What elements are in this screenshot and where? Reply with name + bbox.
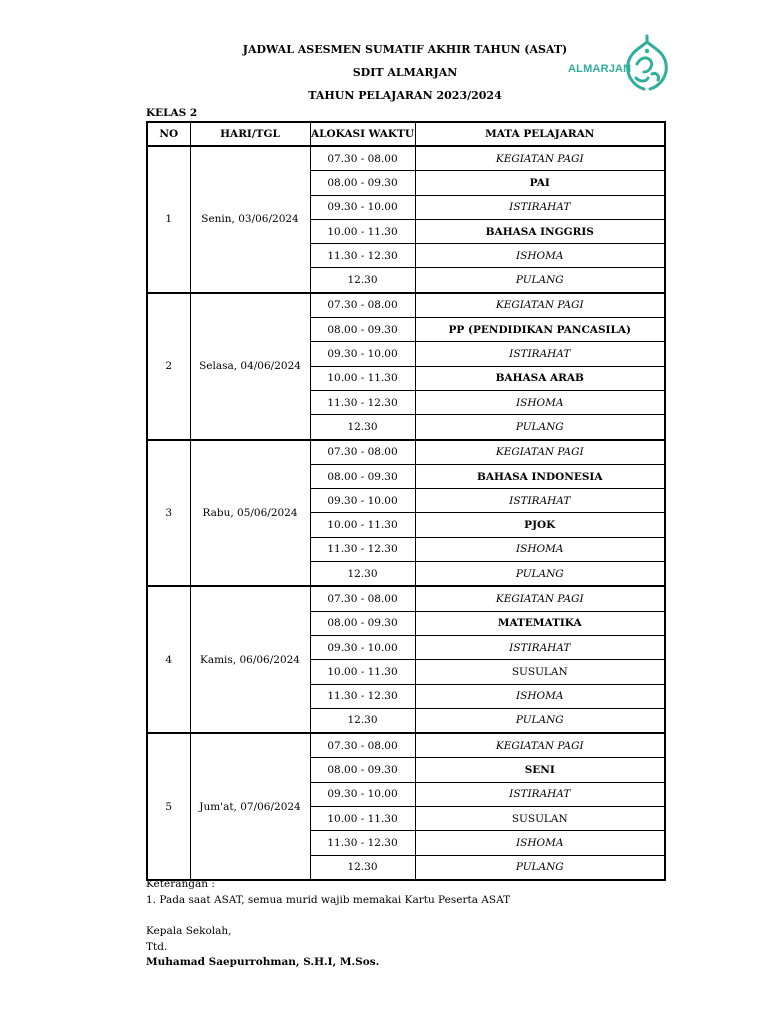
subject: ISTIRAHAT (415, 342, 665, 366)
subject: PULANG (415, 268, 665, 293)
notes-title: Keterangan : (146, 878, 215, 890)
subject: ISHOMA (415, 831, 665, 855)
subject: PJOK (415, 513, 665, 537)
subject: KEGIATAN PAGI (415, 293, 665, 318)
table-row (147, 733, 665, 758)
time-slot: 11.30 - 12.30 (310, 684, 415, 708)
document-header (200, 38, 610, 107)
subject: MATEMATIKA (415, 611, 665, 635)
header-year: TAHUN PELAJARAN 2023/2024 (308, 89, 502, 102)
day-date: Rabu, 05/06/2024 (190, 440, 310, 587)
subject: BAHASA ARAB (415, 366, 665, 390)
subject: KEGIATAN PAGI (415, 146, 665, 171)
time-slot: 12.30 (310, 268, 415, 293)
header-school: SDIT ALMARJAN (352, 66, 458, 79)
signature-role: Kepala Sekolah, (146, 925, 232, 937)
day-number: 5 (147, 733, 190, 880)
time-slot: 11.30 - 12.30 (310, 537, 415, 561)
subject: ISTIRAHAT (415, 782, 665, 806)
time-slot: 11.30 - 12.30 (310, 244, 415, 268)
time-slot: 09.30 - 10.00 (310, 782, 415, 806)
header-title: JADWAL ASESMEN SUMATIF AKHIR TAHUN (ASAT) (242, 43, 568, 56)
notes (146, 876, 510, 908)
time-slot: 08.00 - 09.30 (310, 464, 415, 488)
subject: PULANG (415, 708, 665, 733)
day-date: Selasa, 04/06/2024 (190, 293, 310, 440)
subject: ISHOMA (415, 684, 665, 708)
time-slot: 09.30 - 10.00 (310, 195, 415, 219)
subject: PULANG (415, 562, 665, 587)
time-slot: 10.00 - 11.30 (310, 366, 415, 390)
time-slot: 12.30 (310, 562, 415, 587)
subject: ISHOMA (415, 244, 665, 268)
time-slot: 09.30 - 10.00 (310, 635, 415, 659)
day-number: 2 (147, 293, 190, 440)
header-mapel: MATA PELAJARAN (415, 122, 665, 146)
time-slot: 07.30 - 08.00 (310, 586, 415, 611)
subject: SUSULAN (415, 660, 665, 684)
subject: KEGIATAN PAGI (415, 440, 665, 465)
schedule-body (147, 146, 665, 880)
class-label: KELAS 2 (146, 107, 198, 119)
note-item: 1. Pada saat ASAT, semua murid wajib memakai Kartu Peserta ASAT (146, 894, 511, 906)
day-number: 3 (147, 440, 190, 587)
time-slot: 07.30 - 08.00 (310, 440, 415, 465)
table-row (147, 293, 665, 318)
time-slot: 08.00 - 09.30 (310, 758, 415, 782)
time-slot: 09.30 - 10.00 (310, 342, 415, 366)
dome-emblem-icon (622, 34, 672, 92)
time-slot: 10.00 - 11.30 (310, 807, 415, 831)
day-number: 1 (147, 146, 190, 293)
time-slot: 10.00 - 11.30 (310, 219, 415, 243)
time-slot: 08.00 - 09.30 (310, 611, 415, 635)
time-slot: 08.00 - 09.30 (310, 318, 415, 342)
subject: PAI (415, 171, 665, 195)
signature-block (146, 924, 379, 971)
subject: BAHASA INDONESIA (415, 464, 665, 488)
header-waktu: ALOKASI WAKTU (310, 122, 415, 146)
table-header-row (147, 122, 665, 146)
subject: PP (PENDIDIKAN PANCASILA) (415, 318, 665, 342)
subject: ISHOMA (415, 537, 665, 561)
time-slot: 09.30 - 10.00 (310, 489, 415, 513)
table-row (147, 586, 665, 611)
time-slot: 07.30 - 08.00 (310, 146, 415, 171)
logo-text: ALMARJAN (568, 63, 632, 75)
subject: SUSULAN (415, 807, 665, 831)
day-date: Kamis, 06/06/2024 (190, 586, 310, 733)
school-logo (568, 34, 672, 92)
subject: KEGIATAN PAGI (415, 733, 665, 758)
time-slot: 12.30 (310, 708, 415, 733)
subject: PULANG (415, 415, 665, 440)
signature-name: Muhamad Saepurrohman, S.H.I, M.Sos. (146, 956, 380, 968)
time-slot: 11.30 - 12.30 (310, 390, 415, 414)
subject: ISHOMA (415, 390, 665, 414)
table-row (147, 440, 665, 465)
day-date: Jum'at, 07/06/2024 (190, 733, 310, 880)
header-no: NO (147, 122, 190, 146)
signature-ttd: Ttd. (146, 940, 168, 953)
subject: BAHASA INGGRIS (415, 219, 665, 243)
time-slot: 10.00 - 11.30 (310, 660, 415, 684)
schedule-table (146, 121, 666, 881)
time-slot: 11.30 - 12.30 (310, 831, 415, 855)
subject: ISTIRAHAT (415, 489, 665, 513)
time-slot: 12.30 (310, 415, 415, 440)
day-date: Senin, 03/06/2024 (190, 146, 310, 293)
day-number: 4 (147, 586, 190, 733)
time-slot: 07.30 - 08.00 (310, 293, 415, 318)
header-hari: HARI/TGL (190, 122, 310, 146)
time-slot: 10.00 - 11.30 (310, 513, 415, 537)
subject: SENI (415, 758, 665, 782)
subject: PULANG (415, 855, 665, 880)
time-slot: 08.00 - 09.30 (310, 171, 415, 195)
subject: KEGIATAN PAGI (415, 586, 665, 611)
subject: ISTIRAHAT (415, 195, 665, 219)
time-slot: 07.30 - 08.00 (310, 733, 415, 758)
table-row (147, 146, 665, 171)
time-slot: 12.30 (310, 855, 415, 880)
subject: ISTIRAHAT (415, 635, 665, 659)
